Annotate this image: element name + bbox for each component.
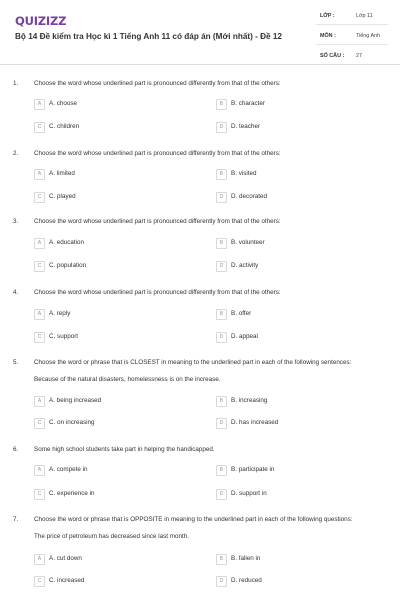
option-text: A. choose — [49, 100, 78, 107]
option-text: C. increased — [49, 577, 85, 584]
option-text: C. on increasing — [49, 419, 95, 426]
option-text: B. fallen in — [231, 555, 261, 562]
option-letter-box: C — [34, 192, 45, 203]
option-text: A. reply — [49, 310, 71, 317]
option-text: C. population — [49, 262, 87, 269]
option-text: B. participate in — [231, 466, 275, 473]
question-text: Choose the word whose underlined part is pronounced differently from that of the others: — [34, 80, 281, 87]
option-letter-box: D — [216, 332, 227, 343]
question-context-sentence: The price of petroleum has decreased since last month. — [34, 533, 190, 540]
option-letter-box: A — [34, 309, 45, 320]
question-number: 6. — [13, 446, 19, 453]
option-text: C. played — [49, 193, 76, 200]
question-text: Choose the word or phrase that is CLOSEST in meaning to the underlined part in each of the following sentences: — [34, 359, 352, 366]
option-letter-box: D — [216, 418, 227, 429]
option-letter-box: A — [34, 396, 45, 407]
question-text: Choose the word whose underlined part is pronounced differently from that of the others: — [34, 218, 281, 225]
question-number: 2. — [13, 150, 19, 157]
option-letter-box: C — [34, 418, 45, 429]
option-letter-box: B — [216, 309, 227, 320]
option-text: B. increasing — [231, 397, 268, 404]
option-letter-box: A — [34, 169, 45, 180]
meta-value: Lớp 11 — [356, 13, 373, 19]
meta-row-count — [316, 50, 388, 65]
question-text: Some high school students take part in helping the handicapped. — [34, 446, 215, 453]
option-letter-box: D — [216, 576, 227, 587]
option-text: A. being increased — [49, 397, 102, 404]
question-number: 3. — [13, 218, 19, 225]
question-text: Choose the word whose underlined part is pronounced differently from that of the others: — [34, 150, 281, 157]
question-number: 7. — [13, 516, 19, 523]
meta-key: MÔN : — [320, 33, 336, 39]
option-letter-box: C — [34, 261, 45, 272]
meta-row-class — [316, 10, 388, 25]
meta-key: SỐ CÂU : — [320, 53, 345, 59]
option-letter-box: D — [216, 122, 227, 133]
option-letter-box: C — [34, 122, 45, 133]
option-text: D. appeal — [231, 333, 258, 340]
option-text: D. has increased — [231, 419, 279, 426]
option-letter-box: C — [34, 576, 45, 587]
document-title: Bộ 14 Đề kiểm tra Học kì 1 Tiếng Anh 11 có đáp án (Mới nhất) - Đề 12 — [15, 32, 282, 41]
option-letter-box: A — [34, 99, 45, 110]
option-letter-box: A — [34, 238, 45, 249]
meta-row-subject — [316, 30, 388, 45]
option-text: B. character — [231, 100, 265, 107]
meta-key: LỚP : — [320, 13, 335, 19]
question-number: 5. — [13, 359, 19, 366]
option-text: C. support — [49, 333, 79, 340]
header-divider — [0, 64, 400, 65]
option-letter-box: B — [216, 465, 227, 476]
option-letter-box: D — [216, 489, 227, 500]
option-text: D. decorated — [231, 193, 268, 200]
option-text: A. cut down — [49, 555, 82, 562]
option-text: B. volunteer — [231, 239, 265, 246]
option-text: D. activity — [231, 262, 259, 269]
option-text: B. offer — [231, 310, 252, 317]
option-letter-box: A — [34, 554, 45, 565]
option-text: D. reduced — [231, 577, 262, 584]
option-letter-box: B — [216, 554, 227, 565]
meta-table — [316, 10, 388, 70]
question-text: Choose the word or phrase that is OPPOSITE in meaning to the underlined part in each of the following questions: — [34, 516, 353, 523]
option-text: C. children — [49, 123, 80, 130]
question-context-sentence: Because of the natural disasters, homelessness is on the increase. — [34, 376, 221, 383]
option-letter-box: B — [216, 396, 227, 407]
question-number: 4. — [13, 289, 19, 296]
option-text: A. compete in — [49, 466, 88, 473]
option-text: D. support in — [231, 490, 267, 497]
quizizz-logo: QUIZIZZ — [15, 14, 67, 28]
option-letter-box: B — [216, 238, 227, 249]
header — [0, 0, 400, 64]
meta-value: Tiếng Anh — [356, 33, 381, 39]
meta-value: 27 — [356, 53, 362, 59]
option-letter-box: B — [216, 169, 227, 180]
option-letter-box: B — [216, 99, 227, 110]
option-letter-box: D — [216, 261, 227, 272]
option-letter-box: A — [34, 465, 45, 476]
option-letter-box: C — [34, 489, 45, 500]
option-text: A. limited — [49, 170, 75, 177]
question-text: Choose the word whose underlined part is pronounced differently from that of the others: — [34, 289, 281, 296]
option-text: D. teacher — [231, 123, 261, 130]
option-text: A. education — [49, 239, 85, 246]
option-text: B. visited — [231, 170, 257, 177]
option-letter-box: D — [216, 192, 227, 203]
option-letter-box: C — [34, 332, 45, 343]
question-number: 1. — [13, 80, 19, 87]
option-text: C. experience in — [49, 490, 95, 497]
